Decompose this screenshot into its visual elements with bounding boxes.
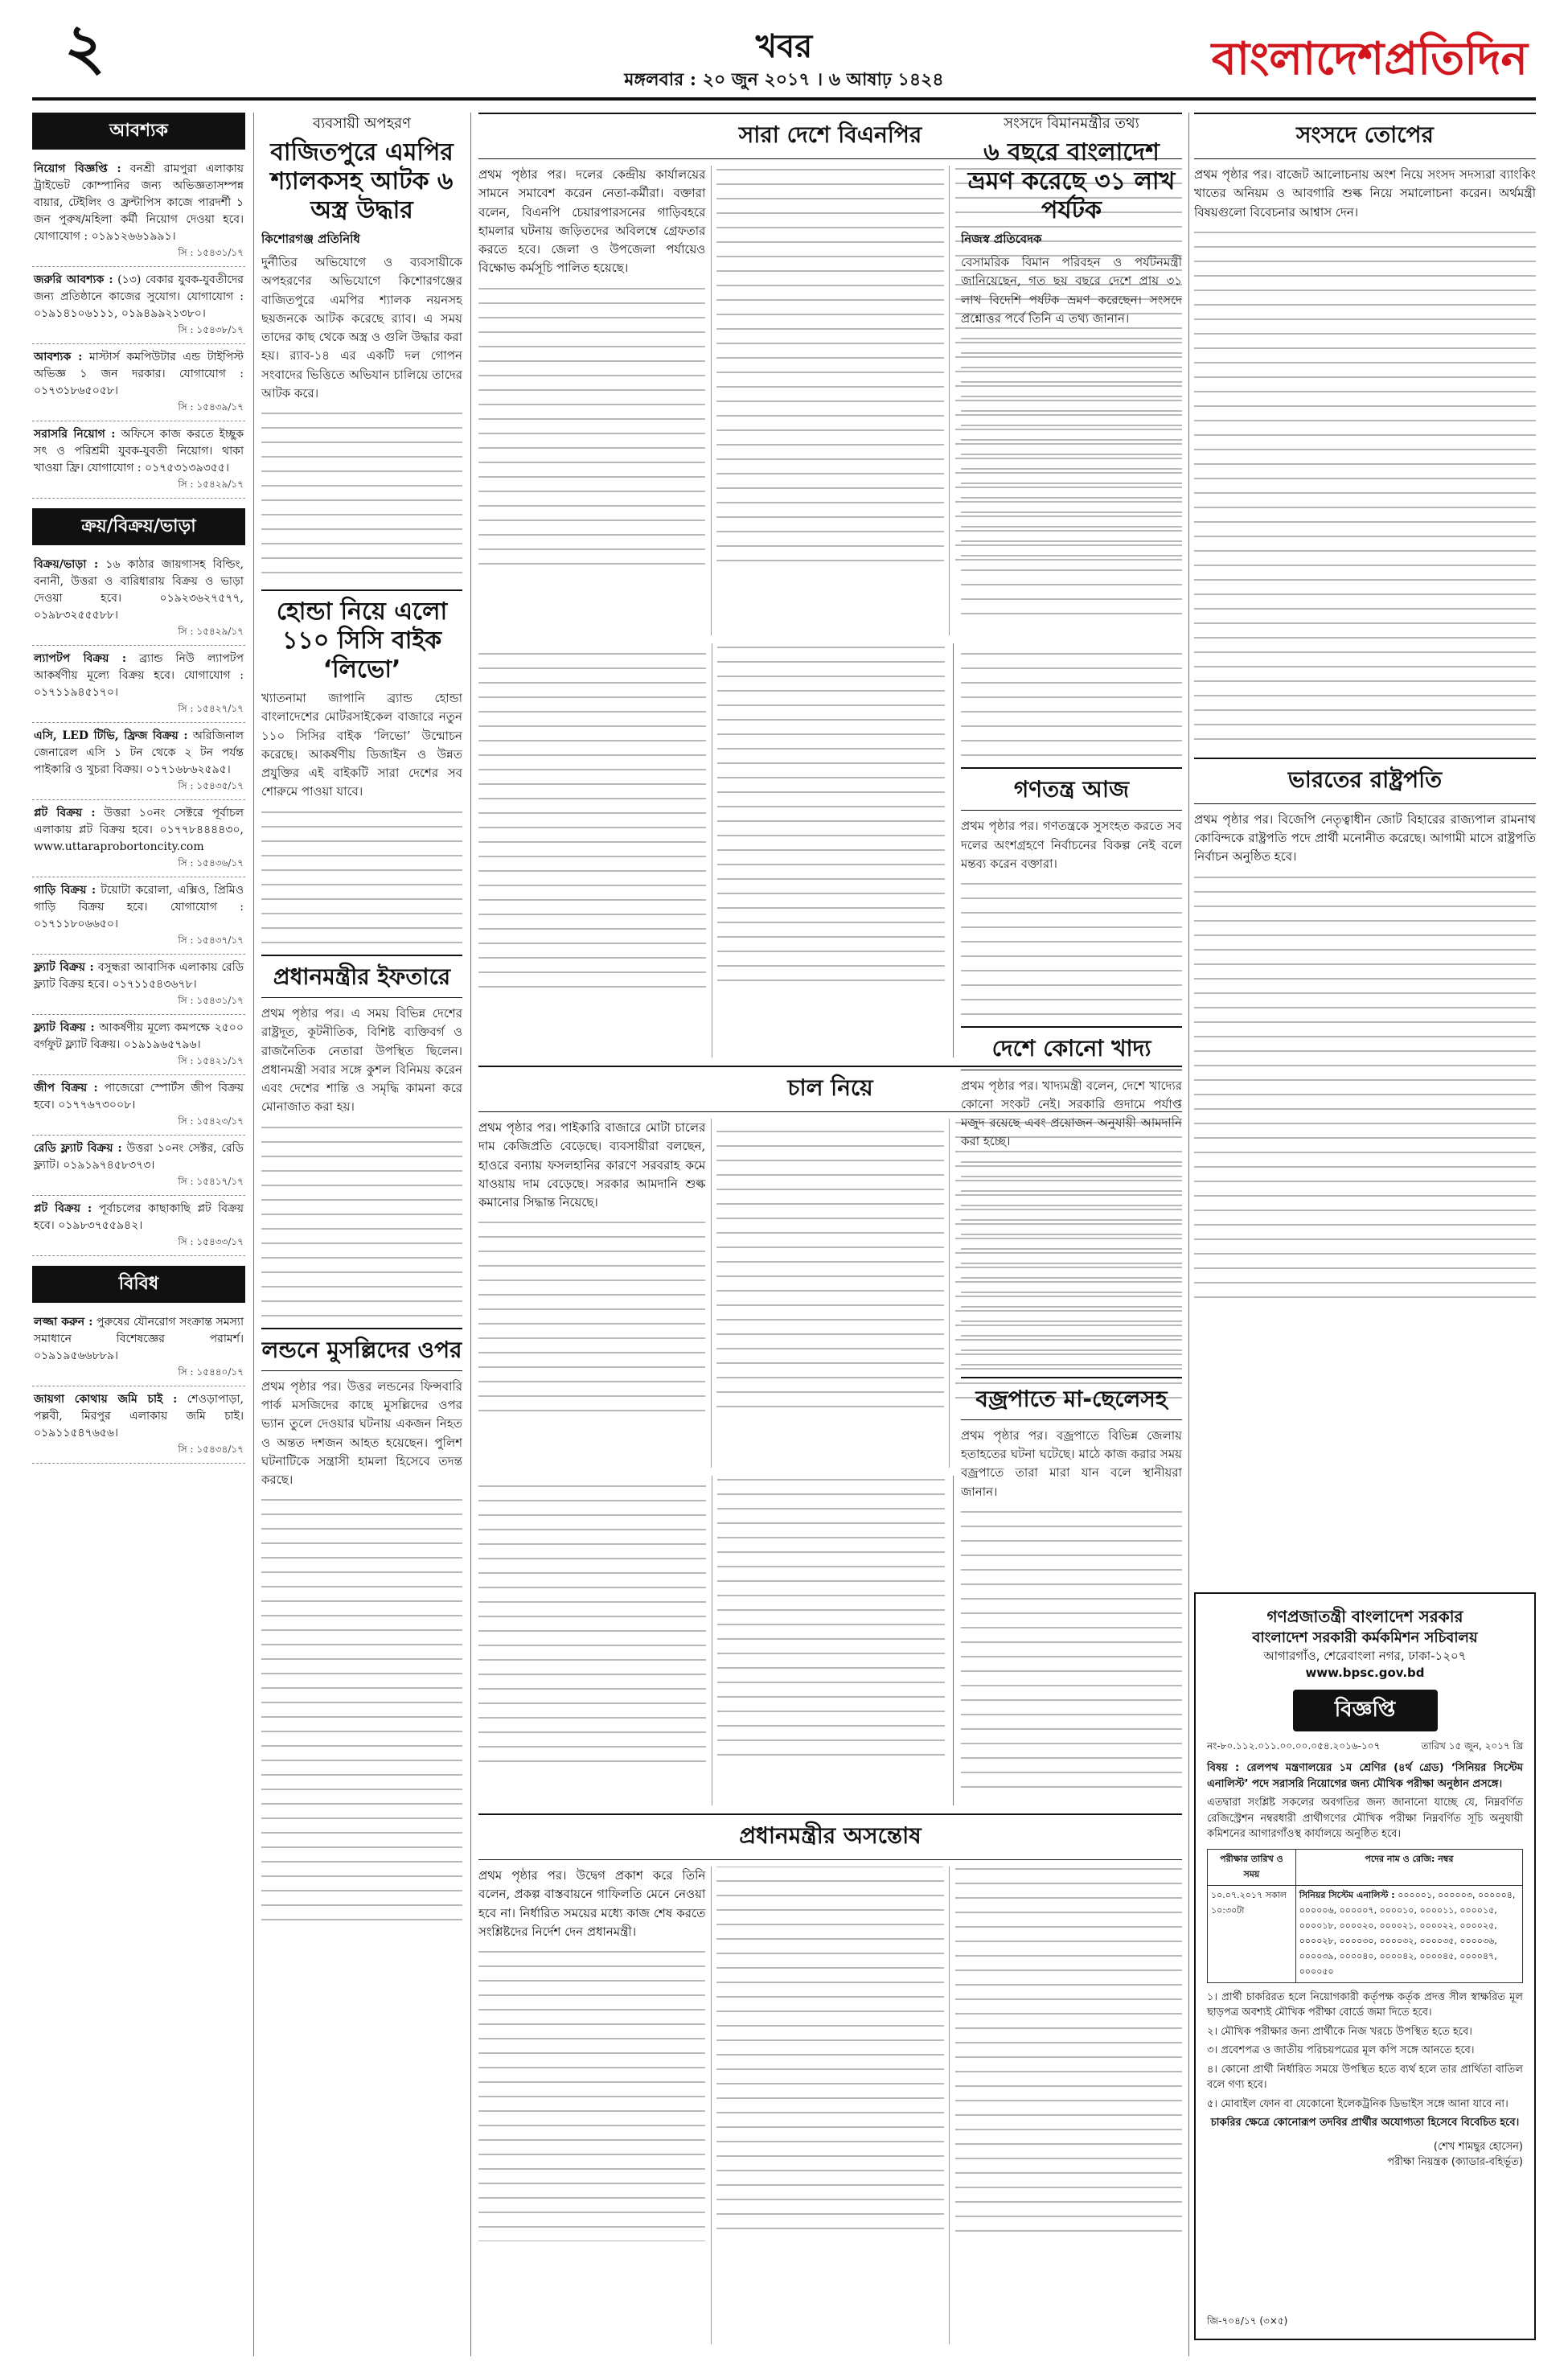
classified-ad-text: পাজেরো স্পোর্টস জীপ বিক্রয় হবে। ০১৭৭৬৭৩০০৮।	[34, 1082, 244, 1112]
story-continuation-left-upper	[478, 643, 945, 1058]
story-rice-body: প্রথম পৃষ্ঠার পর। পাইকারি বাজারে মোটা চালের দাম কেজিপ্রতি বেড়েছে। ব্যবসায়ীরা বলছেন, হাওরে বন্যায় ফসলহানির কারণে সরবরাহ কমে যাওয়ায় দাম বেড়েছে। সরকার আমদানি শুল্ক কমানোর সিদ্ধান্ত নিয়েছে।	[478, 1120, 706, 1210]
classified-ad-text: পুরুষের যৌনরোগ সংক্রান্ত সমস্যা সমাধানে বিশেষজ্ঞের পরামর্শ। ০১৯১৯৫৬৬৮৮৯।	[34, 1316, 244, 1363]
classified-ad-code: সি : ১৫৪৩৬/১৭	[178, 857, 244, 869]
notice-instructions	[1207, 1990, 1523, 2113]
classified-ad-text: মাস্টার্স কমপিউটার এন্ড টাইপিস্ট অভিজ্ঞ ১ জন দরকার। যোগাযোগ : ০১৭৩১৮৬৫০৫৮।	[34, 351, 244, 398]
classified-ad-lead: প্লট বিক্রয় :	[34, 1202, 92, 1216]
story-pm-dissatisfaction-headline: প্রধানমন্ত্রীর অসন্তোষ	[478, 1813, 1182, 1860]
classified-misc-list	[32, 1309, 245, 1464]
notice-instruction: ৫। মোবাইল ফোন বা যেকোনো ইলেকট্রনিক ডিভাইস সঙ্গে আনা যাবে না।	[1207, 2097, 1508, 2110]
classified-ad-lead: জীপ বিক্রয় :	[34, 1082, 98, 1095]
notice-govt-line: গণপ্রজাতন্ত্রী বাংলাদেশ সরকার	[1266, 1607, 1463, 1626]
notice-footnote: চাকরির ক্ষেত্রে কোনোরূপ তদবির প্রার্থীর অযোগ্যতা হিসেবে বিবেচিত হবে।	[1210, 2117, 1520, 2130]
classified-ad-code: সি : ১৫৪২৯/১৭	[178, 478, 244, 491]
classified-ad-lead: গাড়ি বিক্রয় :	[34, 884, 96, 897]
classified-ad-lead: রেডি ফ্ল্যাট বিক্রয় :	[34, 1142, 122, 1156]
notice-subject: বিষয় : রেলপথ মন্ত্রণালয়ের ১ম শ্রেণির (৪র্থ গ্রেড) ‘সিনিয়র সিস্টেম এনালিস্ট’ পদে সরাসরি নিয়োগের জন্য মৌখিক পরীক্ষা অনুষ্ঠান প্রসঙ্গে।	[1207, 1762, 1523, 1790]
notice-table-date: ১০.০৭.২০১৭ সকাল ১০:৩০টা	[1208, 1885, 1296, 1982]
story-food-headline: দেশে কোনো খাদ্য	[961, 1026, 1182, 1070]
story-tourism-kicker: সংসদে বিমানমন্ত্রীর তথ্য	[1004, 115, 1139, 132]
story-bajitpur-body: দুর্নীতির অভিযোগে ও ব্যবসায়ীকে অপহরণের অভিযোগে কিশোরগঞ্জের বাজিতপুরে এমপির শ্যালক নয়নসহ ছয়জনকে আটক করেছে র‍্যাব। এ সময় তাদের কাছ থেকে অস্ত্র ও গুলি উদ্ধার করা হয়। র‍্যাব-১৪ এর একটি দল গোপন সংবাদের ভিত্তিতে অভিযান চালিয়ে তাদের আটক করে।	[261, 255, 462, 400]
story-parliament-headline: সংসদে তোপের	[1194, 113, 1536, 159]
notice-code: জি-৭০৪/১৭ (৩×৫)	[1207, 2315, 1288, 2327]
story-text-lines	[1194, 873, 1536, 1301]
story-tourism	[961, 113, 1182, 635]
classified-ad	[32, 646, 245, 723]
classified-ad-text: অরিজিনাল জেনারেল এসি ১ টন থেকে ২ টন পর্যন্ত পাইকারি ও খুচরা বিক্রয়। ০১৭১৬৮৬২৫৯৫।	[34, 729, 244, 777]
notice-ref-date: তারিখ ১৫ জুন, ২০১৭ খ্রি	[1421, 1740, 1523, 1752]
story-text-lines	[261, 409, 462, 577]
classified-ad-code: সি : ১৫৪২৩/১৭	[178, 1115, 244, 1127]
story-column-center-right	[961, 643, 1182, 1805]
story-text-lines	[478, 1476, 945, 1768]
story-bnp-body: প্রথম পৃষ্ঠার পর। দলের কেন্দ্রীয় কার্যালয়ের সামনে সমাবেশ করেন নেতা-কর্মীরা। বক্তারা বলেন, বিএনপি চেয়ারপারসনের গাড়িবহরে হামলার ঘটনায় জড়িতদের অবিলম্বে গ্রেফতার করতে হবে। জেলা ও উপজেলা পর্যায়েও বিক্ষোভ কর্মসূচি পালিত হয়েছে।	[478, 167, 706, 276]
story-text-lines	[961, 1158, 1182, 1369]
story-gonotontro-body: প্রথম পৃষ্ঠার পর। গণতন্ত্রকে সুসংহত করতে সব দলের অংশগ্রহণে নির্বাচনের বিকল্প নেই বলে মন্তব্য করেন বক্তারা।	[961, 819, 1182, 871]
notice-table-post: সিনিয়র সিস্টেম এনালিস্ট :	[1299, 1889, 1395, 1900]
classified-ad-lead: জায়গা কোথায় জমি চাই :	[34, 1393, 178, 1407]
classified-ad	[32, 344, 245, 421]
brand-logo	[1212, 24, 1528, 100]
story-bajitpur-kicker: ব্যবসায়ী অপহরণ	[313, 115, 411, 132]
story-rice-headline: চাল নিয়ে	[478, 1066, 1182, 1112]
issue-date: মঙ্গলবার : ২০ জুন ২০১৭ । ৬ আষাঢ় ১৪২৪	[624, 69, 944, 90]
classified-ad-code: সি : ১৫৪৩৯/১৭	[178, 401, 244, 413]
classified-ad-code: সি : ১৫৪২৯/১৭	[178, 626, 244, 638]
notice-instruction: ৪। কোনো প্রার্থী নির্ধারিত সময়ে উপস্থিত হতে ব্যর্থ হলে তার প্রার্থিতা বাতিল বলে গণ্য হবে।	[1207, 2063, 1523, 2092]
classified-ad	[32, 1309, 245, 1386]
classified-ad-code: সি : ১৫৪৩৭/১৭	[178, 934, 244, 947]
story-parliament-body: প্রথম পৃষ্ঠার পর। বাজেট আলোচনায় অংশ নিয়ে সংসদ সদস্যরা ব্যাংকিং খাতের অনিয়ম ও আবগারি শুল্ক নিয়ে সমালোচনা করেন। অর্থমন্ত্রী বিষয়গুলো বিবেচনার আশ্বাস দেন।	[1194, 167, 1536, 220]
notice-signer: (শেখ শামছুর হোসেন)	[1433, 2140, 1523, 2153]
story-gonotontro-headline: গণতন্ত্র আজ	[961, 767, 1182, 811]
classified-ad-lead: নিয়োগ বিজ্ঞপ্তি :	[34, 162, 121, 176]
classified-ad-code: সি : ১৫৪৩৩/১৭	[178, 1236, 244, 1248]
story-london-headline: লন্ডনে মুসল্লিদের ওপর	[261, 1328, 462, 1371]
classified-ad	[32, 1015, 245, 1075]
story-pm-iftar-headline: প্রধানমন্ত্রীর ইফতারে	[261, 955, 462, 998]
classified-ad-code: সি : ১৫৪৩৮/১৭	[178, 324, 244, 336]
notice-instruction: ১। প্রার্থী চাকরিরত হলে নিয়োগকারী কর্তৃপক্ষ কর্তৃক প্রদত্ত সীল স্বাক্ষরিত মূল ছাড়পত্র অবশ্যই মৌখিক পরীক্ষা বোর্ডে জমা দিতে হবে।	[1207, 1990, 1523, 2019]
notice-website: www.bpsc.gov.bd	[1305, 1665, 1425, 1681]
classified-ad-text: বসুন্ধরা আবাসিক এলাকায় রেডি ফ্ল্যাট বিক্রয় হবে। ০১৭১১৫৪৩৬৭৮।	[34, 961, 244, 992]
story-tourism-body: বেসামরিক বিমান পরিবহন ও পর্যটনমন্ত্রী জানিয়েছেন, গত ছয় বছরে দেশে প্রায় ৩১ লাখ বিদেশি পর্যটক ভ্রমণ করেছেন। সংসদে প্রশ্নোত্তর পর্বে তিনি এ তথ্য জানান।	[961, 255, 1182, 326]
column-divider	[953, 1476, 954, 1805]
classified-ad-text: অফিসে কাজ করতে ইচ্ছুক সৎ ও পরিশ্রমী যুবক-যুবতী নিয়োগ। থাকা খাওয়া ফ্রি। যোগাযোগ : ০১৭৫৩১৩৯৩৫৫।	[34, 428, 244, 475]
classified-heading-needed: আবশ্যক	[32, 113, 245, 150]
story-text-lines	[961, 1508, 1182, 1791]
story-bajitpur-headline: বাজিতপুরে এমপির শ্যালকসহ আটক ৬ অস্ত্র উদ্ধার	[270, 138, 454, 224]
story-text-lines	[261, 808, 462, 947]
classified-ad	[32, 1196, 245, 1256]
classified-ad	[32, 723, 245, 800]
brand-logo-part1: বাংলাদেশ	[1211, 33, 1385, 85]
column-divider	[470, 113, 471, 2356]
story-pm-iftar-body: প্রথম পৃষ্ঠার পর। এ সময় বিভিন্ন দেশের রাষ্ট্রদূত, কূটনীতিক, বিশিষ্ট ব্যক্তিবর্গ ও রাজনৈতিক নেতারা উপস্থিত ছিলেন। প্রধানমন্ত্রী সবার সঙ্গে কুশল বিনিময় করেন এবং দেশের শান্তি ও সমৃদ্ধি কামনা করে মোনাজাত করা হয়।	[261, 1006, 462, 1115]
notice-schedule-table	[1207, 1849, 1523, 1983]
story-text-lines	[961, 650, 1182, 759]
story-text-lines	[261, 1496, 462, 1924]
classified-ad-text: পূর্বাচলের কাছাকাছি প্লট বিক্রয় হবে। ০১৯৮৩৭৫৫৯৪২।	[34, 1202, 244, 1233]
classified-ad-text: (১৩) বেকার যুবক-যুবতীদের জন্য প্রতিষ্ঠানে কাজের সুযোগ। যোগাযোগ : ০১৯১৪১০৬১১১, ০১৯৪৯৯২১৩৮০।	[34, 273, 244, 321]
classified-ad-code: সি : ১৫৪৩৪/১৭	[178, 1444, 244, 1456]
notice-signer-title: পরীক্ষা নিয়ন্ত্রক (ক্যাডার-বহির্ভূত)	[1387, 2156, 1523, 2169]
notice-table-rolls: ০০০০০১, ০০০০০৩, ০০০০০৪, ০০০০০৬, ০০০০০৭, ০০০০১০, ০০০০১১, ০০০০১৫, ০০০০১৮, ০০০০২০, ০০০০২১, ০০০০২২, ০০০০২৫, ০০০০২৮, ০০০০৩০, ০০০০৩২, ০০০০৩৫, ০০০০৩৬, ০০০০৩৯, ০০০০৪০, ০০০০৪২, ০০০০৪৫, ০০০০৪৭, ০০০০৫০	[1299, 1889, 1516, 1977]
classified-ad-lead: বিক্রয়/ভাড়া :	[34, 558, 99, 572]
story-bnp-headline: সারা দেশে বিএনপির	[478, 113, 1182, 159]
classified-ad-code: সি : ১৫৪২৭/১৭	[178, 703, 244, 715]
classified-ad-lead: সরাসরি নিয়োগ :	[34, 428, 116, 442]
notice-reference	[1207, 1739, 1523, 1756]
story-column-right	[1194, 113, 1536, 1584]
classified-ad	[32, 877, 245, 955]
story-tourism-byline: নিজস্ব প্রতিবেদক	[961, 231, 1042, 246]
story-honda-body: খ্যাতনামা জাপানি ব্র্যান্ড হোন্ডা বাংলাদেশের মোটরসাইকেল বাজারে নতুন ১১০ সিসির বাইক ‘লিভো’ উন্মোচন করেছে। আকর্ষণীয় ডিজাইন ও উন্নত প্রযুক্তির এই বাইকটি সারা দেশের সব শোরুমে পাওয়া যাবে।	[261, 691, 462, 799]
classified-ad-code: সি : ১৫৪১৭/১৭	[178, 1176, 244, 1188]
page-number: ২	[64, 10, 105, 84]
classified-ad-code: সি : ১৫৪২১/১৭	[178, 1055, 244, 1067]
classified-ad-lead: এসি, LED টিভি, ফ্রিজ বিক্রয় :	[34, 729, 188, 743]
story-text-lines	[961, 880, 1182, 1018]
column-divider	[1188, 113, 1189, 2356]
notice-instruction: ২। মৌখিক পরীক্ষার জন্য প্রার্থীকে নিজ খরচে উপস্থিত হতে হবে।	[1207, 2025, 1472, 2038]
classified-ad-text: বনশ্রী রামপুরা এলাকায় ট্রাইভেট কোম্পানির জন্য অভিজ্ঞতাসম্পন্ন বায়ার, টেইলিং ও ফ্রন্টাপিস কাজে পারদর্শী ১ জন পুরুষ/মহিলা কর্মী নিয়োগ দেওয়া হবে। যোগাযোগ : ০১৯১২৬৬১৯৯১।	[34, 162, 244, 244]
classified-ad-code: সি : ১৫৪৪০/১৭	[178, 1366, 244, 1378]
classified-ad-text: টয়োটা করোলা, এক্সিও, প্রিমিও গাড়ি বিক্রয় হবে। যোগাযোগ : ০১৭১১৮০৬৬৫০।	[34, 884, 244, 931]
classified-ad	[32, 1136, 245, 1196]
classified-ad-text: ব্র্যান্ড নিউ ল্যাপটপ আকর্ষণীয় মূল্যে বিক্রয় হবে। যোগাযোগ : ০১৭১১৯৪৫১৭০।	[34, 652, 244, 700]
notice-intro: এতদ্বারা সংশ্লিষ্ট সকলের অবগতির জন্য জানানো যাচ্ছে যে, নিম্নবর্ণিত রেজিস্ট্রেশন নম্বরধারী প্রার্থীগণের মৌখিক পরীক্ষা নিম্নবর্ণিত সূচি অনুযায়ী কমিশনের আগারগাঁওস্থ কার্যালয়ে অনুষ্ঠিত হবে।	[1207, 1797, 1523, 1841]
classified-heading-sale: ক্রয়/বিক্রয়/ভাড়া	[32, 508, 245, 545]
column-divider	[953, 643, 954, 1058]
classified-ad-lead: জরুরি আবশ্যক :	[34, 273, 113, 287]
story-bogura-headline: বজ্রপাতে মা-ছেলেসহ	[961, 1377, 1182, 1420]
story-bajitpur-byline: কিশোরগঞ্জ প্রতিনিধি	[261, 231, 360, 246]
story-president-body: প্রথম পৃষ্ঠার পর। বিজেপি নেতৃত্বাধীন জোট বিহারের রাজ্যপাল রামনাথ কোবিন্দকে রাষ্ট্রপতি পদে প্রার্থী মনোনীত করেছে। আগামী মাসে রাষ্ট্রপতি নির্বাচন অনুষ্ঠিত হবে।	[1194, 811, 1536, 865]
notice-address-line: আগারগাঁও, শেরেবাংলা নগর, ঢাকা-১২০৭	[1263, 1649, 1467, 1664]
notice-office-line: বাংলাদেশ সরকারী কর্মকমিশন সচিবালয়	[1252, 1629, 1478, 1646]
classified-ad	[32, 421, 245, 499]
classified-ad-text: আকর্ষণীয় মূল্যে কমপক্ষে ২৫০০ বর্গফুট ফ্ল্যাট বিক্রয়। ০১৯১৯৬৫৭৯৬।	[34, 1021, 244, 1052]
classified-ad-code: সি : ১৫৪৩১/১৭	[178, 995, 244, 1007]
section-name: খবর	[755, 27, 813, 65]
story-column-left	[261, 113, 462, 2348]
story-text-lines	[261, 1123, 462, 1320]
story-food-body: প্রথম পৃষ্ঠার পর। খাদ্যমন্ত্রী বলেন, দেশে খাদ্যের কোনো সংকট নেই। সরকারি গুদামে পর্যাপ্ত মজুদ রয়েছে এবং প্রয়োজন অনুযায়ী আমদানি করা হচ্ছে।	[961, 1078, 1182, 1149]
classified-ad	[32, 1386, 245, 1464]
classified-ad-lead: ল্যাপটপ বিক্রয় :	[34, 652, 127, 666]
classified-ad-code: সি : ১৫৪৩৫/১৭	[178, 780, 244, 792]
classified-sale-list	[32, 552, 245, 1256]
classified-ad	[32, 1075, 245, 1136]
classified-ad	[32, 800, 245, 877]
notice-signature	[1207, 2139, 1523, 2171]
classified-ad-lead: ফ্ল্যাট বিক্রয় :	[34, 961, 94, 975]
story-continuation-left	[478, 1476, 945, 1805]
classified-needed-list	[32, 156, 245, 499]
story-pm-dissatisfaction-body: প্রথম পৃষ্ঠার পর। উদ্বেগ প্রকাশ করে তিনি বলেন, প্রকল্প বাস্তবায়নে গাফিলতি মেনে নেওয়া হবে না। নির্ধারিত সময়ের মধ্যে কাজ শেষ করতে সংশ্লিষ্টদের নির্দেশ দেন প্রধানমন্ত্রী।	[478, 1868, 706, 1939]
classified-ad-lead: লজ্জা করুন :	[34, 1316, 93, 1329]
story-text-lines	[478, 643, 945, 994]
story-text-lines	[961, 335, 1182, 618]
classified-ad-lead: ফ্ল্যাট বিক্রয় :	[34, 1021, 95, 1035]
classified-ad	[32, 955, 245, 1015]
story-president-headline: ভারতের রাষ্ট্রপতি	[1194, 758, 1536, 804]
story-pm-dissatisfaction	[478, 1813, 1182, 2344]
column-divider	[253, 113, 254, 2356]
masthead	[32, 10, 1536, 101]
story-bogura-body: প্রথম পৃষ্ঠার পর। বজ্রপাতে বিভিন্ন জেলায় হতাহতের ঘটনা ঘটেছে। মাঠে কাজ করার সময় বজ্রপাতে তারা মারা যান বলে স্থানীয়রা জানান।	[961, 1427, 1182, 1499]
notice-ref-no: নং-৮০.১১২.০১১.০০.০০.০৫৪.২০১৬-১০৭	[1207, 1740, 1381, 1752]
classifieds-column	[32, 113, 245, 2348]
notice-table-header-rolls: পদের নাম ও রেজি: নম্বর	[1295, 1849, 1522, 1885]
classified-ad	[32, 156, 245, 267]
story-london-body: প্রথম পৃষ্ঠার পর। উত্তর লন্ডনের ফিন্সবারি পার্ক মসজিদের কাছে মুসল্লিদের ওপর ভ্যান তুলে দেওয়ার ঘটনায় একজন নিহত ও অন্তত দশজন আহত হয়েছেন। পুলিশ ঘটনাটিকে সন্ত্রাসী হামলা হিসেবে তদন্ত করছে।	[261, 1378, 462, 1488]
notice-table-header-date: পরীক্ষার তারিখ ও সময়	[1208, 1849, 1296, 1885]
classified-ad	[32, 267, 245, 344]
story-honda-headline: হোন্ডা নিয়ে এলো ১১০ সিসি বাইক ‘লিভো’	[261, 589, 462, 684]
notice-instruction: ৩। প্রবেশপত্র ও জাতীয় পরিচয়পত্রের মূল কপি সঙ্গে আনতে হবে।	[1207, 2044, 1475, 2057]
classified-ad-text: ১৬ কাঠার জায়গাসহ বিল্ডিং, বনানী, উত্তরা ও বারিধারায় বিক্রয় ও ভাড়া দেওয়া হবে। ০১৯২৩৬২৭৫৭৭, ০১৯৮৩২৫৫৫৮৮।	[34, 558, 244, 622]
government-notice	[1194, 1592, 1536, 2340]
story-text-lines	[1194, 228, 1536, 743]
classified-heading-misc: বিবিধ	[32, 1266, 245, 1303]
notice-table-cell	[1295, 1885, 1522, 1982]
classified-ad-lead: আবশ্যক :	[34, 351, 83, 364]
story-tourism-headline: ৬ বছরে বাংলাদেশ ভ্রমণ করেছে ৩১ লাখ পর্যটক	[967, 138, 1176, 224]
classified-ad-text: শেওড়াপাড়া, পল্লবী, মিরপুর এলাকায় জমি চাই। ০১৯১১৫৪৭৬৫৬।	[34, 1393, 244, 1440]
classified-ad-text: উত্তরা ১০নং সেক্টরে পূর্বাচল এলাকায় প্লট বিক্রয় হবে। ০১৭৭৮৪৪৪৪৩০, www.uttaraprobortoncity.com	[34, 807, 244, 854]
classified-ad-text: উত্তরা ১০নং সেক্টর, রেডি ফ্ল্যাট। ০১৯১৯৭৪৫৮৩৭৩।	[34, 1142, 244, 1173]
classified-ad-code: সি : ১৫৪৩১/১৭	[178, 247, 244, 259]
classified-ad	[32, 552, 245, 646]
brand-logo-part2: প্রতিদিন	[1384, 33, 1528, 85]
classified-ad-lead: প্লট বিক্রয় :	[34, 807, 96, 820]
notice-title: বিজ্ঞপ্তি	[1293, 1690, 1438, 1731]
